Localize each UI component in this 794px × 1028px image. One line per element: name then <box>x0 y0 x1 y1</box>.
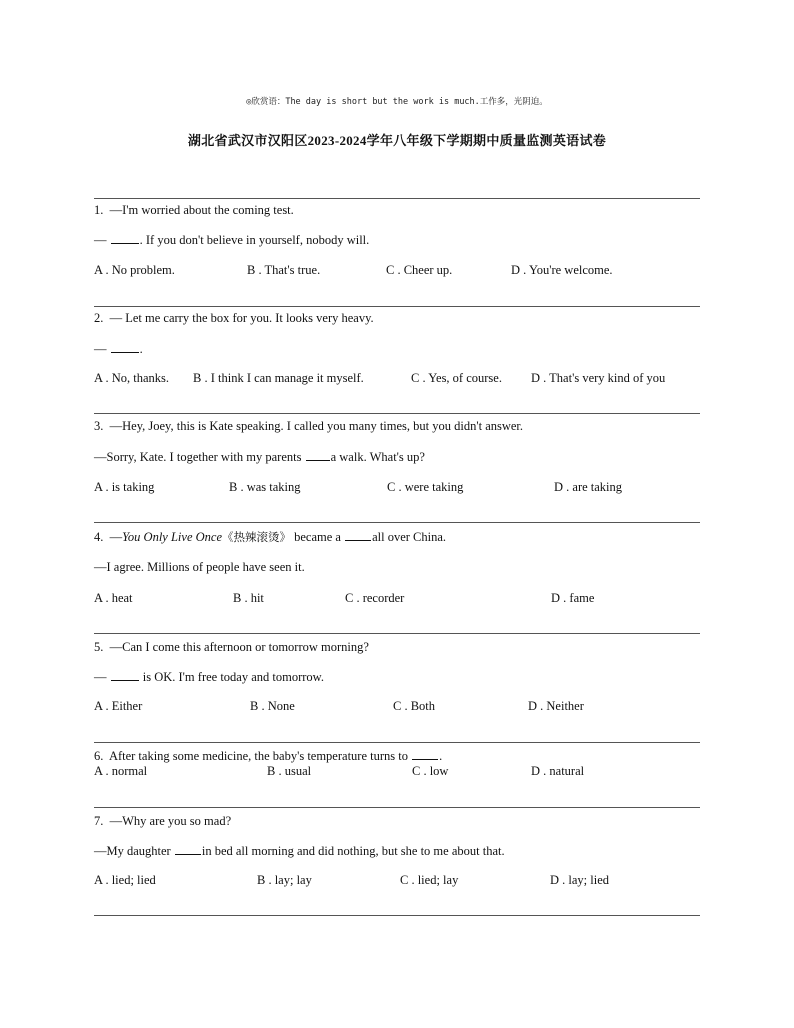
option-b: B . None <box>250 699 295 713</box>
option-a: A . is taking <box>94 480 155 494</box>
exam-title: 湖北省武汉市汉阳区2023-2024学年八年级下学期期中质量监测英语试卷 <box>187 133 607 148</box>
option-d: D . You're welcome. <box>511 263 613 277</box>
option-b: B . That's true. <box>247 263 321 277</box>
answer-blank <box>412 748 438 760</box>
separator-rule <box>94 915 700 916</box>
option-a: A . normal <box>94 764 148 778</box>
question-4-line2: —I agree. Millions of people have seen it. <box>94 560 305 574</box>
option-d: D . are taking <box>554 480 623 494</box>
answer-blank <box>111 669 139 681</box>
question-text: . <box>139 342 143 356</box>
question-text: all over China. <box>372 530 447 544</box>
option-d: D . lay; lied <box>550 873 610 887</box>
question-text: — Let me carry the box for you. It looks very heavy. <box>109 311 374 325</box>
question-2-stem <box>94 311 374 326</box>
question-number: 6. <box>94 749 104 763</box>
option-c: C . Yes, of course. <box>411 371 502 385</box>
separator-rule <box>94 413 700 414</box>
option-b: B . was taking <box>229 480 301 494</box>
question-number: 3. <box>94 419 104 433</box>
question-2-line2 <box>94 341 143 357</box>
answer-blank <box>175 843 201 855</box>
question-text: —Hey, Joey, this is Kate speaking. I called you many times, but you didn't answer. <box>109 419 524 433</box>
option-a: A . heat <box>94 591 133 605</box>
option-d: D . fame <box>551 591 595 605</box>
answer-blank <box>306 449 330 461</box>
option-d: D . Neither <box>528 699 584 713</box>
answer-blank <box>111 232 139 244</box>
movie-title-english: You Only Live Once <box>122 530 222 544</box>
option-d: D . natural <box>531 764 585 778</box>
option-b: B . usual <box>267 764 312 778</box>
question-text: a walk. What's up? <box>330 450 425 464</box>
question-text: . <box>439 749 443 763</box>
question-text: . If you don't believe in yourself, nobody will. <box>139 233 370 247</box>
option-b: B . I think I can manage it myself. <box>193 371 364 385</box>
option-c: C . were taking <box>387 480 464 494</box>
question-text: —Can I come this afternoon or tomorrow morning? <box>109 640 369 654</box>
question-1-line2 <box>94 232 369 248</box>
question-text: —My daughter <box>94 844 171 858</box>
dialogue-dash: — <box>94 233 107 247</box>
option-c: C . lied; lay <box>400 873 459 887</box>
question-number: 7. <box>94 814 104 828</box>
separator-rule <box>94 522 700 523</box>
option-a: A . No, thanks. <box>94 371 169 385</box>
option-b: B . hit <box>233 591 264 605</box>
question-6-stem <box>94 748 442 764</box>
question-text: is OK. I'm free today and tomorrow. <box>142 670 325 684</box>
question-1-stem <box>94 203 294 218</box>
option-c: C . Both <box>393 699 436 713</box>
separator-rule <box>94 742 700 743</box>
separator-rule <box>94 807 700 808</box>
answer-blank <box>345 529 371 541</box>
question-3-line2 <box>94 449 425 465</box>
dialogue-dash: — <box>109 530 123 544</box>
separator-rule <box>94 198 700 199</box>
question-5-line2 <box>94 669 324 685</box>
option-b: B . lay; lay <box>257 873 312 887</box>
answer-blank <box>111 341 139 353</box>
movie-title-chinese: 《热辣滚烫》 <box>222 530 291 544</box>
option-a: A . No problem. <box>94 263 175 277</box>
question-3-stem <box>94 419 523 434</box>
question-text: became a <box>291 530 341 544</box>
option-c: C . recorder <box>345 591 405 605</box>
question-text: —I'm worried about the coming test. <box>109 203 294 217</box>
question-text: —Why are you so mad? <box>109 814 232 828</box>
motto-line: ◎欣赏语：The day is short but the work is much.工作多，光阴迫。 <box>246 97 548 107</box>
question-5-stem <box>94 640 369 655</box>
question-text: After taking some medicine, the baby's temperature turns to <box>108 749 408 763</box>
question-4-stem <box>94 529 446 545</box>
question-number: 2. <box>94 311 104 325</box>
option-d: D . That's very kind of you <box>531 371 666 385</box>
separator-rule <box>94 633 700 634</box>
dialogue-dash: — <box>94 342 107 356</box>
separator-rule <box>94 306 700 307</box>
question-number: 5. <box>94 640 104 654</box>
option-a: A . lied; lied <box>94 873 156 887</box>
question-number: 4. <box>94 530 104 544</box>
option-c: C . Cheer up. <box>386 263 453 277</box>
question-7-line2 <box>94 843 505 859</box>
dialogue-dash: — <box>94 670 107 684</box>
option-a: A . Either <box>94 699 143 713</box>
question-text: in bed all morning and did nothing, but she to me about that. <box>201 844 505 858</box>
option-c: C . low <box>412 764 449 778</box>
question-7-stem <box>94 814 231 829</box>
question-number: 1. <box>94 203 104 217</box>
question-text: —Sorry, Kate. I together with my parents <box>94 450 302 464</box>
